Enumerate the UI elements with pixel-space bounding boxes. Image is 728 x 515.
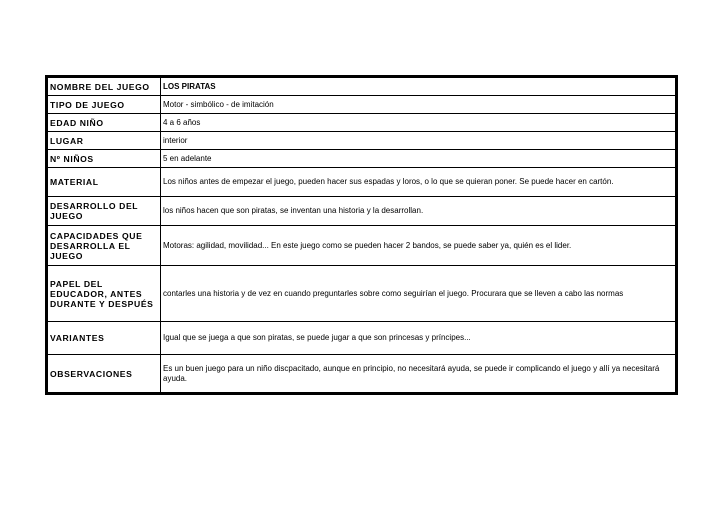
row-label: LUGAR <box>48 132 161 150</box>
row-value: Motor - simbólico - de imitación <box>161 96 676 114</box>
row-value: LOS PIRATAS <box>161 78 676 96</box>
row-label: PAPEL DEL EDUCADOR, ANTES DURANTE Y DESPUÉS <box>48 266 161 322</box>
row-value: los niños hacen que son piratas, se inventan una historia y la desarrollan. <box>161 197 676 226</box>
row-label: NOMBRE DEL JUEGO <box>48 78 161 96</box>
game-sheet <box>45 75 678 395</box>
row-label: CAPACIDADES QUE DESARROLLA EL JUEGO <box>48 226 161 266</box>
row-value: Es un buen juego para un niño discpacitado, aunque en principio, no necesitará ayuda, se puede ir complicando el juego y allí ya necesitará ayuda. <box>161 355 676 393</box>
row-label: OBSERVACIONES <box>48 355 161 393</box>
row-label: TIPO DE JUEGO <box>48 96 161 114</box>
row-value: Igual que se juega a que son piratas, se puede jugar a que son princesas y príncipes... <box>161 322 676 355</box>
row-tipo <box>48 96 676 114</box>
row-papel-educador <box>48 266 676 322</box>
row-value: Los niños antes de empezar el juego, pueden hacer sus espadas y loros, o lo que se quieran poner. Se puede hacer en cartón. <box>161 168 676 197</box>
row-desarrollo <box>48 197 676 226</box>
row-label: DESARROLLO DEL JUEGO <box>48 197 161 226</box>
row-ninos <box>48 150 676 168</box>
row-capacidades <box>48 226 676 266</box>
game-table <box>47 77 676 393</box>
row-value: 4 a 6 años <box>161 114 676 132</box>
row-variantes <box>48 322 676 355</box>
row-nombre <box>48 78 676 96</box>
row-lugar <box>48 132 676 150</box>
row-value: contarles una historia y de vez en cuando preguntarles sobre como seguirían el juego. Procurara que se lleven a cabo las normas <box>161 266 676 322</box>
row-label: Nº NIÑOS <box>48 150 161 168</box>
row-value: Motoras: agilidad, movilidad... En este juego como se pueden hacer 2 bandos, se puede saber ya, quién es el lider. <box>161 226 676 266</box>
row-observaciones <box>48 355 676 393</box>
row-value: 5 en adelante <box>161 150 676 168</box>
row-edad <box>48 114 676 132</box>
row-label: MATERIAL <box>48 168 161 197</box>
row-material <box>48 168 676 197</box>
row-label: EDAD NIÑO <box>48 114 161 132</box>
row-value: interior <box>161 132 676 150</box>
row-label: VARIANTES <box>48 322 161 355</box>
